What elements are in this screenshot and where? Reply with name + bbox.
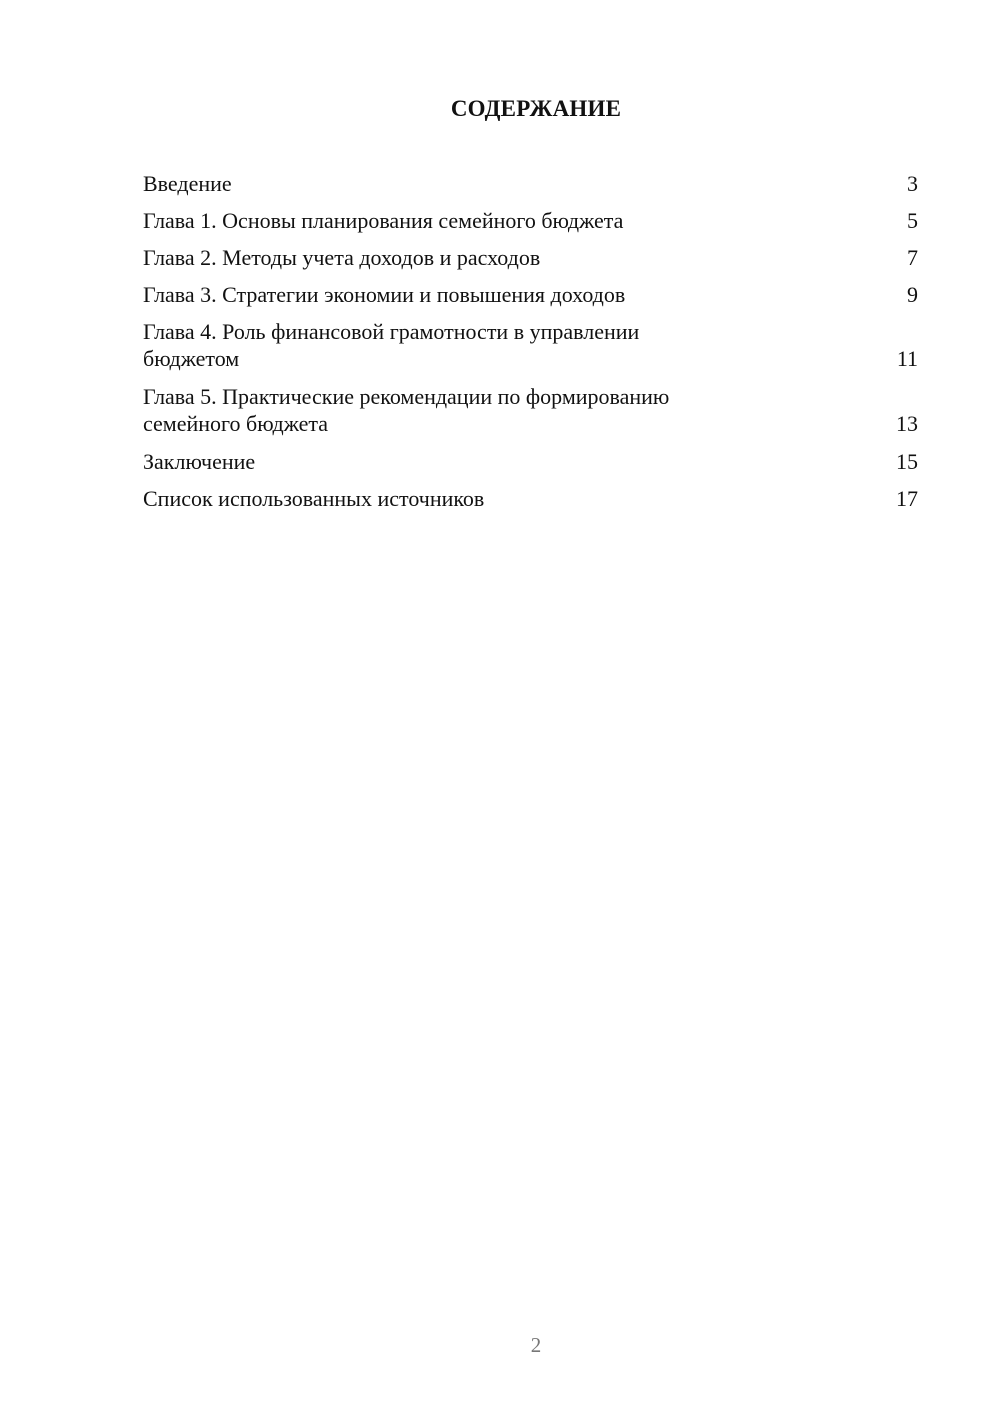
- toc-entry-page: 11: [896, 346, 918, 371]
- toc-entry-text: [143, 485, 484, 512]
- toc-entry-page: 13: [896, 411, 918, 436]
- toc-entry-chapter-5: [143, 383, 918, 437]
- toc-entry-references: [143, 485, 918, 512]
- toc-entry-text: [143, 170, 232, 197]
- toc-entry-text: [143, 448, 255, 475]
- toc-entry-chapter-2: [143, 244, 918, 271]
- toc-entry-page: 15: [896, 449, 918, 474]
- table-of-contents: [143, 170, 918, 522]
- toc-entry-conclusion: [143, 448, 918, 475]
- toc-entry-text: [143, 244, 540, 271]
- toc-entry-page: 7: [907, 245, 918, 270]
- toc-entry-page: 5: [907, 208, 918, 233]
- toc-entry-line: Глава 5. Практические рекомендации по формированию: [143, 384, 670, 409]
- page-number: 2: [530, 1333, 542, 1357]
- toc-entry-line: семейного бюджета: [143, 411, 329, 436]
- toc-entry-chapter-1: [143, 207, 918, 234]
- toc-entry-line: Глава 4. Роль финансовой грамотности в управлении: [143, 319, 640, 344]
- toc-entry-line: Список использованных источников: [143, 486, 485, 511]
- toc-entry-line: Введение: [143, 171, 232, 196]
- toc-entry-line: Глава 2. Методы учета доходов и расходов: [143, 245, 541, 270]
- toc-entry-line: бюджетом: [143, 346, 240, 371]
- toc-entry-text: [143, 318, 639, 372]
- toc-entry-line: Глава 3. Стратегии экономии и повышения доходов: [143, 282, 626, 307]
- toc-entry-line: Заключение: [143, 449, 256, 474]
- toc-entry-chapter-3: [143, 281, 918, 308]
- toc-entry-introduction: [143, 170, 918, 197]
- toc-entry-page: 17: [896, 486, 918, 511]
- toc-entry-line: Глава 1. Основы планирования семейного бюджета: [143, 208, 624, 233]
- toc-entry-text: [143, 383, 669, 437]
- toc-entry-page: 9: [907, 282, 918, 307]
- toc-entry-page: 3: [907, 171, 918, 196]
- toc-entry-chapter-4: [143, 318, 918, 372]
- toc-title: СОДЕРЖАНИЕ: [450, 96, 622, 121]
- toc-entry-text: [143, 207, 623, 234]
- toc-entry-text: [143, 281, 625, 308]
